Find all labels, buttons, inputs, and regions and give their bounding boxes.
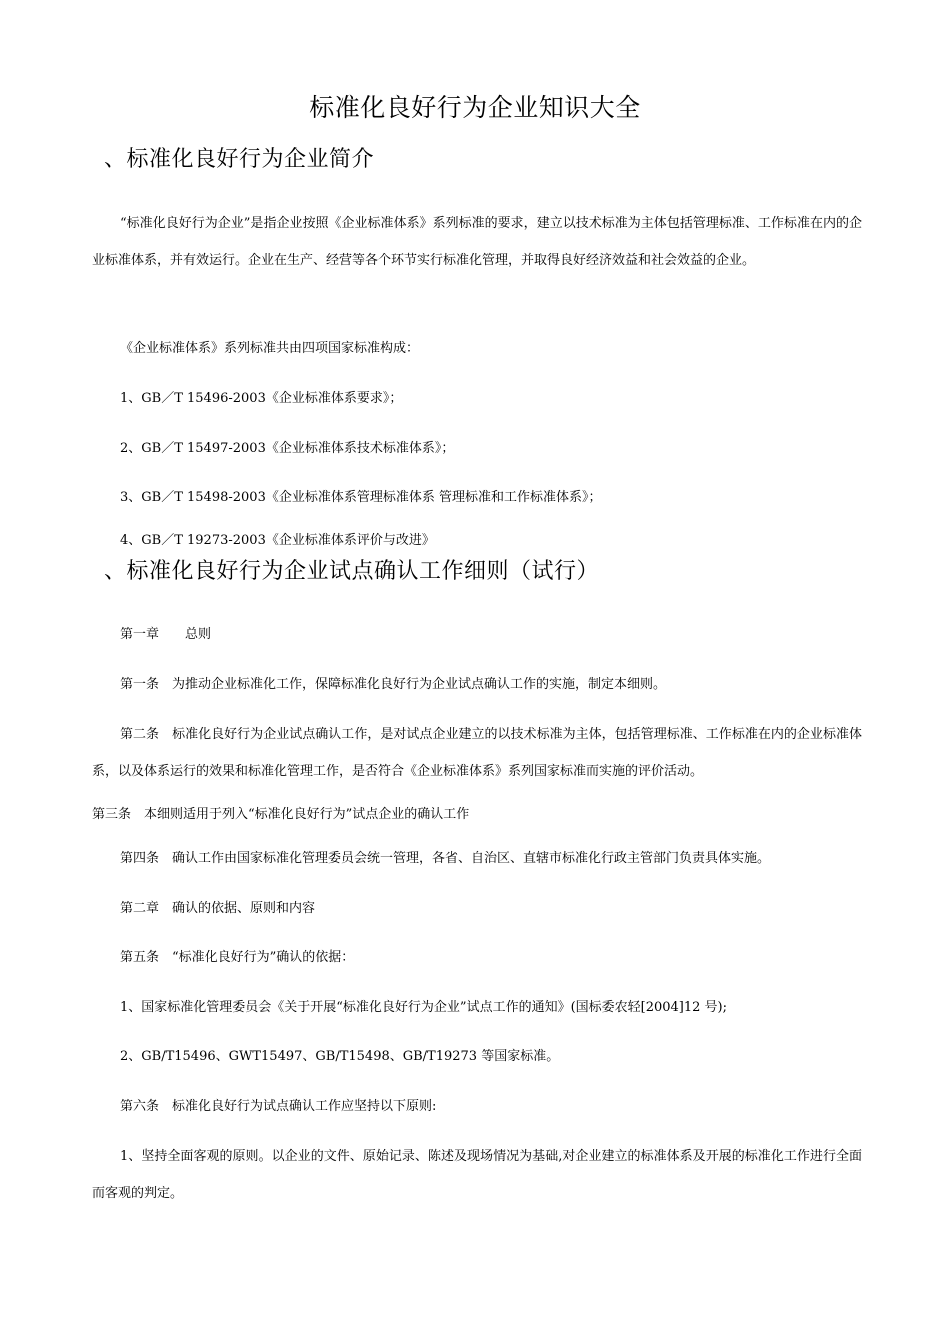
article-5: 第五条 “标准化良好行为”确认的依据： <box>120 950 355 965</box>
section-heading-intro: 、标准化良好行为企业简介 <box>104 147 375 172</box>
standard-item-2: 2、GB／T 15497-2003《企业标准体系技术标准体系》； <box>120 441 455 456</box>
article-1: 第一条 为推动企业标准化工作，保障标准化良好行为企业试点确认工作的实施，制定本细则。 <box>120 677 667 692</box>
principle-item-1: 1、坚持全面客观的原则。以企业的文件、原始记录、陈述及现场情况为基础,对企业建立的标准体系及开展的标准化工作进行全面而客观的判定。 <box>92 1149 862 1201</box>
basis-item-1: 1、国家标准化管理委员会《关于开展“标准化良好行为企业”试点工作的通知》(国标委农轻[2004]12 号); <box>120 1000 727 1015</box>
standard-item-1: 1、GB／T 15496-2003《企业标准体系要求》； <box>120 391 403 406</box>
standard-item-3: 3、GB／T 15498-2003《企业标准体系管理标准体系 管理标准和工作标准体系》； <box>120 490 602 505</box>
page-title: 标准化良好行为企业知识大全 <box>309 93 641 122</box>
article-3: 第三条 本细则适用于列入“标准化良好行为”试点企业的确认工作 <box>92 807 470 822</box>
section-heading-rules: 、标准化良好行为企业试点确认工作细则（试行） <box>104 559 600 584</box>
series-intro-line: 《企业标准体系》系列标准共由四项国家标准构成： <box>120 341 420 356</box>
article-4: 第四条 确认工作由国家标准化管理委员会统一管理，各省、自治区、直辖市标准化行政主管部门负责具体实施。 <box>120 851 771 866</box>
intro-paragraph: “标准化良好行为企业”是指企业按照《企业标准体系》系列标准的要求，建立以技术标准为主体包括管理标准、工作标准在内的企业标准体系，并有效运行。企业在生产、经营等各个环节实行标准化管理，并取得良好经济效益和社会效益的企业。 <box>92 216 862 268</box>
chapter-2-heading: 第二章 确认的依据、原则和内容 <box>120 901 316 916</box>
chapter-1-heading: 第一章 总则 <box>120 627 212 642</box>
article-2: 第二条 标准化良好行为企业试点确认工作，是对试点企业建立的以技术标准为主体，包括管理标准、工作标准在内的企业标准体系，以及体系运行的效果和标准化管理工作，是否符合《企业标准体系》系列国家标准而实施的评价活动。 <box>92 727 862 779</box>
article-6: 第六条 标准化良好行为试点确认工作应坚持以下原则: <box>120 1099 437 1114</box>
standard-item-4: 4、GB／T 19273-2003《企业标准体系评价与改进》 <box>120 533 435 548</box>
basis-item-2: 2、GB/T15496、GWT15497、GB/T15498、GB/T19273 等国家标准。 <box>120 1049 560 1064</box>
